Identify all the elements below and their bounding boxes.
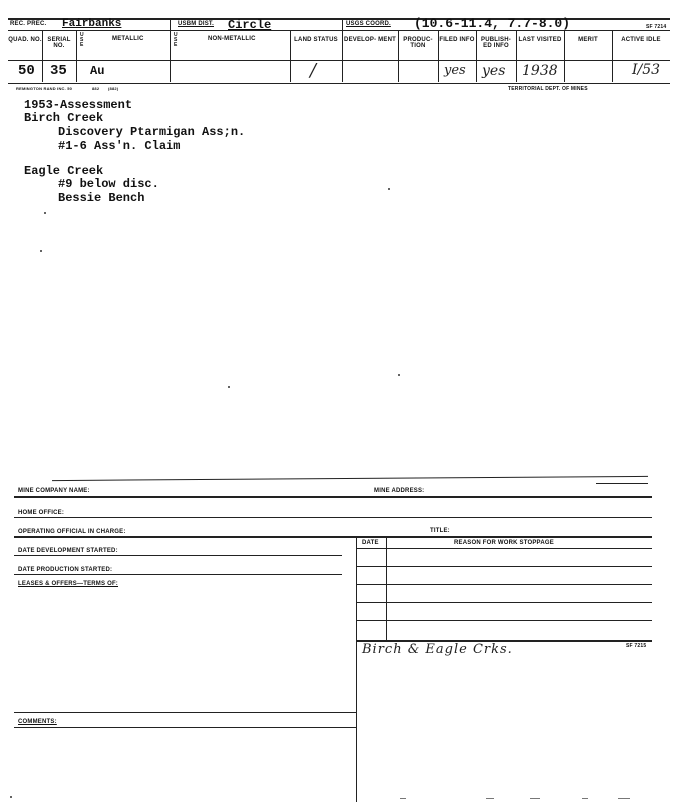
footer-rule-production xyxy=(14,574,342,575)
footer-rule-home-office xyxy=(14,517,652,518)
printer-code-paren: (882) xyxy=(108,86,119,91)
date-column-header: DATE xyxy=(362,540,379,546)
col-filed-info: FILED INFO xyxy=(439,37,475,43)
stoppage-row-3 xyxy=(356,602,652,603)
value-serial-no: 35 xyxy=(50,63,67,79)
col-non-metallic: NON-METALLIC xyxy=(208,36,256,42)
stoppage-header-rule xyxy=(356,548,652,549)
usbm-dist-value: Circle xyxy=(228,18,272,32)
comments-label: COMMENTS: xyxy=(18,719,57,725)
note-eagle-creek: Eagle Creek xyxy=(24,164,104,178)
value-active-idle: I/53 xyxy=(632,62,661,78)
col-serial-no: SERIAL NO. xyxy=(47,37,71,49)
usgs-coord-value: (10.6-11.4, 7.7-8.0) xyxy=(414,16,571,31)
col-land-status: LAND STATUS xyxy=(294,37,338,43)
operating-official-label: OPERATING OFFICIAL IN CHARGE: xyxy=(18,529,126,535)
title-label: TITLE: xyxy=(430,528,450,534)
footer-rule-top xyxy=(52,476,648,481)
usgs-coord-label: USGS COORD. xyxy=(346,21,391,27)
col-use-metallic: U S E xyxy=(80,32,84,48)
stoppage-row-2 xyxy=(356,584,652,585)
col-production: PRODUC- TION xyxy=(403,37,433,49)
value-filed-info: yes xyxy=(444,63,466,78)
value-quad-no: 50 xyxy=(18,63,35,79)
value-last-visited: 1938 xyxy=(522,63,558,79)
stoppage-row-1 xyxy=(356,566,652,567)
rec-prec-value: Fairbanks xyxy=(62,18,122,30)
leases-offers-label: LEASES & OFFERS—TERMS OF: xyxy=(18,581,119,587)
col-last-visited: LAST VISITED xyxy=(518,37,562,43)
header-rule-values xyxy=(8,83,670,84)
col-merit: MERIT xyxy=(578,37,598,43)
handwritten-creeks-note: Birch & Eagle Crks. xyxy=(362,642,513,657)
col-development: DEVELOP- MENT xyxy=(344,37,396,43)
date-development-started-label: DATE DEVELOPMENT STARTED: xyxy=(18,548,118,554)
divider-usgs xyxy=(342,18,343,82)
footer-rule-comments xyxy=(14,727,356,728)
form-number-top: SF 7214 xyxy=(646,24,667,30)
header-rule-mid xyxy=(8,30,670,31)
col-active-idle: ACTIVE IDLE xyxy=(621,37,661,43)
footer-divider-main xyxy=(356,536,357,802)
footer-rule-official xyxy=(14,536,652,538)
footer-rule-top-right xyxy=(596,483,648,484)
note-birch-creek: Birch Creek xyxy=(24,111,104,125)
header-rule-bottom xyxy=(8,60,670,61)
form-number-bottom: SF 7215 xyxy=(626,643,647,649)
col-metallic: METALLIC xyxy=(112,36,144,42)
stoppage-row-4 xyxy=(356,620,652,621)
col-published-info: PUBLISH- ED INFO xyxy=(481,37,511,49)
col-quad-no: QUAD. NO. xyxy=(8,37,42,43)
note-below-discovery: #9 below disc. xyxy=(58,177,159,191)
note-discovery-association: Discovery Ptarmigan Ass;n. xyxy=(58,125,246,139)
footer-rule-development xyxy=(14,555,342,556)
mine-company-name-label: MINE COMPANY NAME: xyxy=(18,488,90,494)
department-line: TERRITORIAL DEPT. OF MINES xyxy=(508,86,588,92)
date-production-started-label: DATE PRODUCTION STARTED: xyxy=(18,567,113,573)
value-land-status: / xyxy=(310,60,317,81)
usbm-dist-label: USBM DIST. xyxy=(178,21,215,27)
footer-rule-comments-top xyxy=(14,712,356,713)
divider-usbm xyxy=(170,18,171,82)
value-published-info: yes xyxy=(482,63,506,79)
printer-line: REMINGTON RAND INC. 50 xyxy=(16,86,73,91)
rec-prec-label: REC. PREC. xyxy=(10,21,47,27)
reason-column-header: REASON FOR WORK STOPPAGE xyxy=(454,540,554,546)
note-association-claims: #1-6 Ass'n. Claim xyxy=(58,139,181,153)
stoppage-date-divider xyxy=(386,536,387,640)
note-bessie-bench: Bessie Bench xyxy=(58,191,145,205)
col-use-non-metallic: U S E xyxy=(174,32,178,48)
divider-serial xyxy=(76,30,77,82)
value-metallic: Au xyxy=(90,64,105,78)
home-office-label: HOME OFFICE: xyxy=(18,510,65,516)
footer-rule-company xyxy=(14,496,652,498)
mine-address-label: MINE ADDRESS: xyxy=(374,488,425,494)
note-assessment-year: 1953-Assessment xyxy=(24,98,133,112)
printer-code: 882 xyxy=(92,86,100,91)
